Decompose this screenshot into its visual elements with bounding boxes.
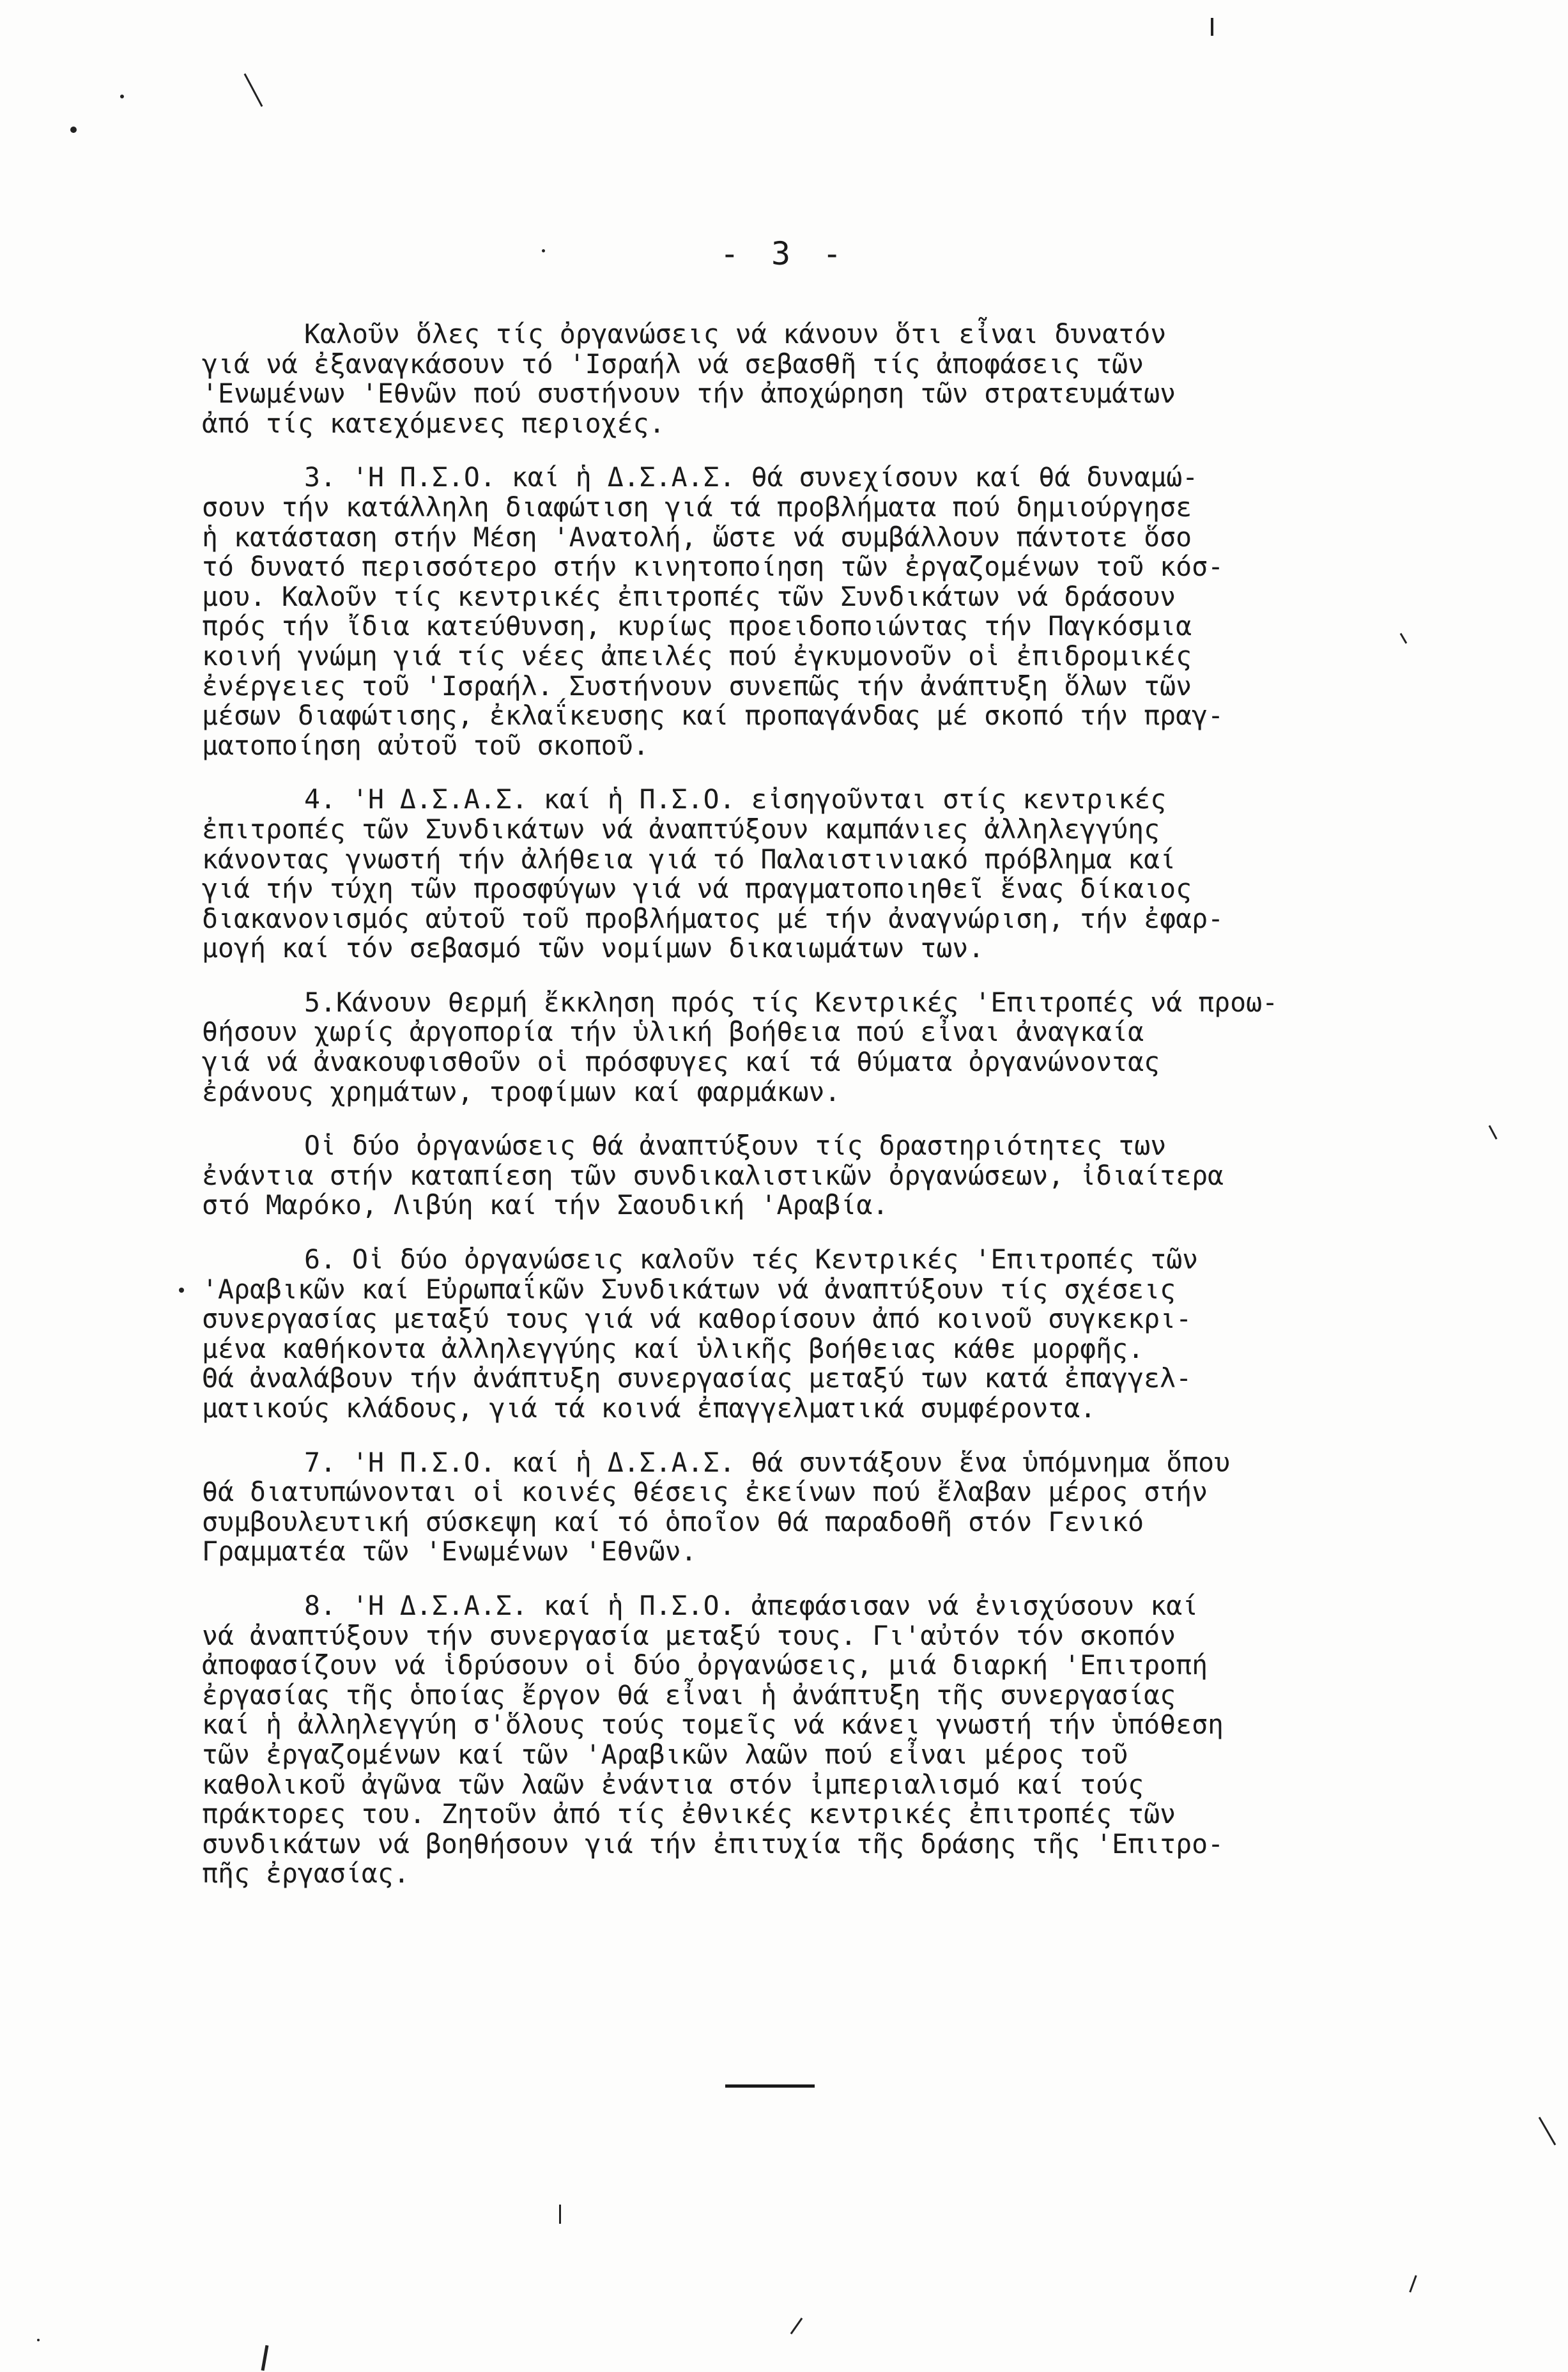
text-line: συνδικάτων νά βοηθήσουν γιά τήν ἐπιτυχία τῆς δράσης τῆς 'Επιτρο- xyxy=(202,1828,1224,1860)
scan-speck xyxy=(542,249,545,252)
text-line: μένα καθήκοντα ἀλληλεγγύης καί ὑλικῆς βοήθειας κάθε μορφῆς. xyxy=(202,1332,1144,1364)
text-line: μέσων διαφώτισης, ἐκλαΐκευσης καί προπαγάνδας μέ σκοπό τήν πραγ- xyxy=(202,700,1224,732)
text-line: τῶν ἐργαζομένων καί τῶν 'Αραβικῶν λαῶν πού εἶναι μέρος τοῦ xyxy=(202,1738,1128,1770)
text-line: καί ἡ ἀλληλεγγύη σ'ὅλους τούς τομεῖς νά κάνει γνωστή τήν ὑπόθεση xyxy=(202,1709,1224,1741)
scan-speck xyxy=(70,127,77,133)
text-line: τό δυνατό περισσότερο στήν κινητοποίηση τῶν ἐργαζομένων τοῦ κόσ- xyxy=(202,551,1224,583)
text-line: ματικούς κλάδους, γιά τά κοινά ἐπαγγελματικά συμφέροντα. xyxy=(202,1392,1096,1424)
text-line: ἀποφασίζουν νά ἱδρύσουν οἱ δύο ὀργανώσεις, μιά διαρκή 'Επιτροπή xyxy=(202,1649,1208,1681)
text-line: νά ἀναπτύξουν τήν συνεργασία μεταξύ τους. Γι'αὐτόν τόν σκοπόν xyxy=(202,1619,1176,1651)
text-line: στό Μαρόκο, Λιβύη καί τήν Σαουδική 'Αραβία. xyxy=(202,1189,889,1221)
text-line: μου. Καλοῦν τίς κεντρικές ἐπιτροπές τῶν Συνδικάτων νά δράσουν xyxy=(202,580,1176,612)
text-line: ἀπό τίς κατεχόμενες περιοχές. xyxy=(202,407,665,439)
text-line: Θά ἀναλάβουν τήν ἀνάπτυξη συνεργασίας μεταξύ των κατά ἐπαγγελ- xyxy=(202,1362,1192,1394)
text-line: διακανονισμός αὐτοῦ τοῦ προβλήματος μέ τήν ἀναγνώριση, τήν ἐφαρ- xyxy=(202,902,1224,934)
scan-speck xyxy=(790,2318,803,2334)
scan-speck xyxy=(1489,1125,1498,1140)
text-line: κάνοντας γνωστή τήν ἀλήθεια γιά τό Παλαιστινιακό πρόβλημα καί xyxy=(202,843,1176,875)
text-line: μογή καί τόν σεβασμό τῶν νομίμων δικαιωμάτων των. xyxy=(202,932,985,964)
scan-speck xyxy=(120,95,124,98)
scan-speck xyxy=(1409,2275,1417,2292)
paragraph-point-6 xyxy=(202,1245,1441,1424)
text-line: 6. Οἱ δύο ὀργανώσεις καλοῦν τές Κεντρικές 'Επιτροπές τῶν xyxy=(304,1244,1199,1275)
paragraph-intro xyxy=(202,320,1441,438)
text-line: 'Αραβικῶν καί Εὐρωπαΐκῶν Συνδικάτων νά ἀναπτύξουν τίς σχέσεις xyxy=(202,1273,1176,1305)
scan-speck xyxy=(244,73,263,107)
scan-speck xyxy=(1211,18,1213,36)
text-line: 4. 'Η Δ.Σ.Α.Σ. καί ἡ Π.Σ.Ο. εἰσηγοῦνται στίς κεντρικές xyxy=(304,783,1167,815)
page-number: - 3 - xyxy=(719,235,849,272)
text-line: κοινή γνώμη γιά τίς νέες ἀπειλές πού ἐγκυμονοῦν οἱ ἐπιδρομικές xyxy=(202,640,1192,672)
text-line: θά διατυπώνονται οἱ κοινές θέσεις ἐκείνων πού ἔλαβαν μέρος στήν xyxy=(202,1476,1208,1508)
text-line: συνεργασίας μεταξύ τους γιά νά καθορίσουν ἀπό κοινοῦ συγκεκρι- xyxy=(202,1303,1192,1335)
text-line: καθολικοῦ ἀγῶνα τῶν λαῶν ἐνάντια στόν ἰμπεριαλισμό καί τούς xyxy=(202,1768,1144,1800)
text-line: ἐπιτροπές τῶν Συνδικάτων νά ἀναπτύξουν καμπάνιες ἀλληλεγγύης xyxy=(202,813,1160,845)
text-line: ματοποίηση αὐτοῦ τοῦ σκοποῦ. xyxy=(202,729,649,761)
text-line: ἐράνους χρημάτων, τροφίμων καί φαρμάκων. xyxy=(202,1075,841,1107)
text-line: γιά νά ἀνακουφισθοῦν οἱ πρόσφυγες καί τά θύματα ὀργανώνοντας xyxy=(202,1046,1160,1078)
paragraph-point-4 xyxy=(202,785,1441,964)
text-line: σουν τήν κατάλληλη διαφώτιση γιά τά προβλήματα πού δημιούργησε xyxy=(202,491,1192,523)
text-line: πρός τήν ἴδια κατεύθυνση, κυρίως προειδοποιώντας τήν Παγκόσμια xyxy=(202,610,1192,642)
text-line: γιά νά ἐξαναγκάσουν τό 'Ισραήλ νά σεβασθῆ τίς ἀποφάσεις τῶν xyxy=(202,348,1144,380)
paragraph-point-5 xyxy=(202,988,1441,1107)
text-line: ἐνάντια στήν καταπίεση τῶν συνδικαλιστικῶν ὀργανώσεων, ἰδιαίτερα xyxy=(202,1159,1224,1191)
scan-speck xyxy=(1539,2117,1556,2146)
document-body xyxy=(202,320,1441,1913)
closing-rule xyxy=(725,2084,815,2088)
scan-speck xyxy=(559,2205,561,2224)
text-line: 8. 'Η Δ.Σ.Α.Σ. καί ἡ Π.Σ.Ο. ἀπεφάσισαν νά ἐνισχύσουν καί xyxy=(304,1589,1199,1621)
text-line: ἡ κατάσταση στήν Μέση 'Ανατολή, ὥστε νά συμβάλλουν πάντοτε ὅσο xyxy=(202,521,1192,553)
scan-speck xyxy=(261,2345,269,2371)
text-line: ἐνέργειες τοῦ 'Ισραήλ. Συστήνουν συνεπῶς τήν ἀνάπτυξη ὅλων τῶν xyxy=(202,670,1192,702)
text-line: 'Ενωμένων 'Εθνῶν πού συστήνουν τήν ἀποχώρηση τῶν στρατευμάτων xyxy=(202,378,1176,410)
text-line: πῆς ἐργασίας. xyxy=(202,1858,410,1890)
text-line: γιά τήν τύχη τῶν προσφύγων γιά νά πραγματοποιηθεῖ ἕνας δίκαιος xyxy=(202,873,1192,905)
text-line: 5.Κάνουν θερμή ἔκκληση πρός τίς Κεντρικές 'Επιτροπές νά προω- xyxy=(304,986,1279,1018)
text-line: συμβουλευτική σύσκεψη καί τό ὁποῖον θά παραδοθῆ στόν Γενικό xyxy=(202,1506,1144,1537)
text-line: 7. 'Η Π.Σ.Ο. καί ἡ Δ.Σ.Α.Σ. θά συντάξουν ἕνα ὑπόμνημα ὅπου xyxy=(304,1446,1231,1478)
text-line: ἐργασίας τῆς ὁποίας ἔργον θά εἶναι ἡ ἀνάπτυξη τῆς συνεργασίας xyxy=(202,1679,1176,1711)
text-line: θήσουν χωρίς ἀργοπορία τήν ὑλική βοήθεια πού εἶναι ἀναγκαία xyxy=(202,1016,1144,1048)
text-line: Καλοῦν ὅλες τίς ὀργανώσεις νά κάνουν ὅτι εἶναι δυνατόν xyxy=(304,318,1167,350)
paragraph-repression xyxy=(202,1131,1441,1221)
paragraph-point-7 xyxy=(202,1448,1441,1567)
paragraph-point-3 xyxy=(202,463,1441,760)
text-line: πράκτορες του. Ζητοῦν ἀπό τίς ἐθνικές κεντρικές ἐπιτροπές τῶν xyxy=(202,1798,1176,1830)
text-line: 3. 'Η Π.Σ.Ο. καί ἡ Δ.Σ.Α.Σ. θά συνεχίσουν καί θά δυναμώ- xyxy=(304,461,1199,493)
scan-speck xyxy=(37,2339,40,2341)
scan-speck xyxy=(179,1288,184,1293)
text-line: Γραμματέα τῶν 'Ενωμένων 'Εθνῶν. xyxy=(202,1536,697,1567)
text-line: Οἱ δύο ὀργανώσεις θά ἀναπτύξουν τίς δραστηριότητες των xyxy=(304,1130,1167,1162)
paragraph-point-8 xyxy=(202,1591,1441,1889)
